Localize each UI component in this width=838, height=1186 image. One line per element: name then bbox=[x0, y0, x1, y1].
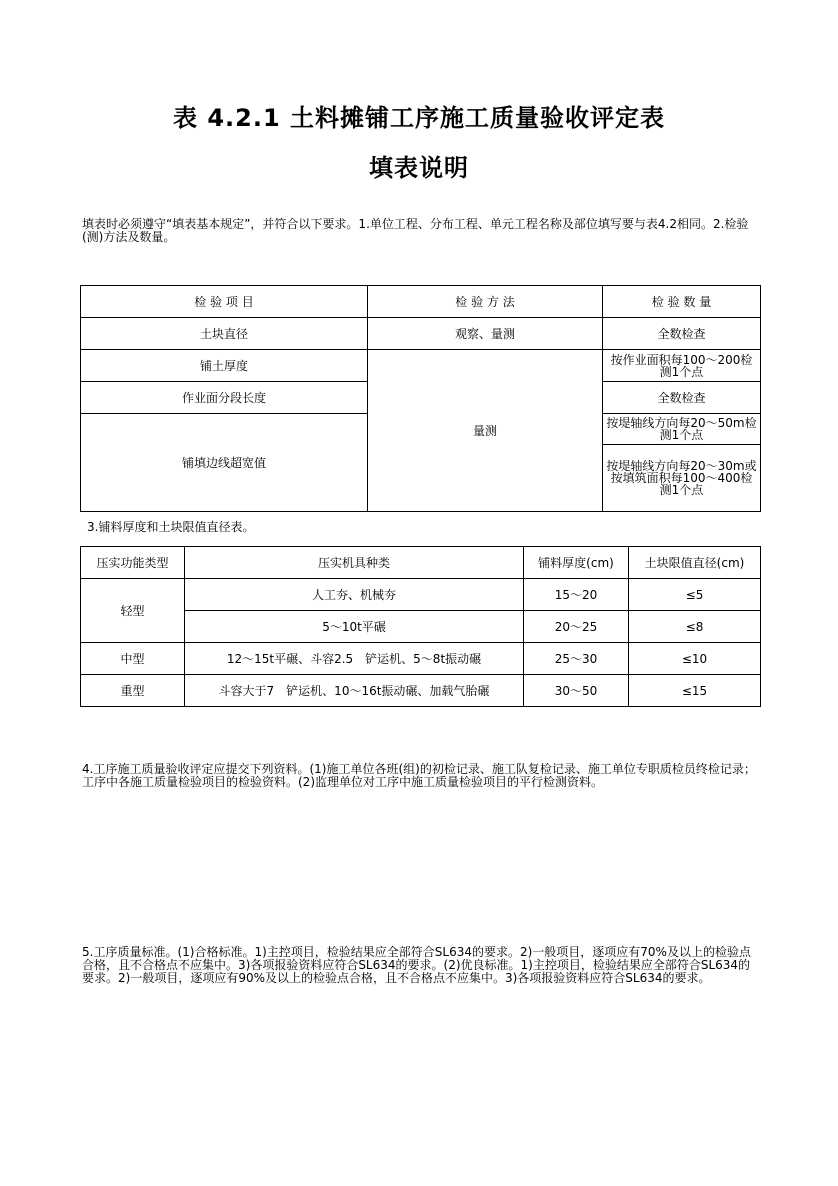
quality-standard-5: 5.工序质量标准。(1)合格标准。1)主控项目，检验结果应全部符合SL634的要求。2)一般项目，逐项应有70%及以上的检验点合格，且不合格点不应集中。3)各项报验资料应符合SL634的要求。(2)优良标准。1)主控项目，检验结果应全部符合SL634的要求。2)一般项目，逐项应有90%及以上的检验点合格，且不合格点不应集中。3)各项报验资料应符合SL634的要求。 bbox=[82, 945, 751, 985]
table-row bbox=[81, 579, 761, 611]
requirement-4: 4.工序施工质量验收评定应提交下列资料。(1)施工单位各班(组)的初检记录、施工队复检记录、施工单位专职质检员终检记录；工序中各施工质量检验项目的检验资料。(2)监理单位对工序中施工质量检验项目的平行检测资料。 bbox=[82, 762, 756, 789]
limit-diameter-table bbox=[80, 546, 761, 707]
type-cell: 重型 bbox=[81, 675, 185, 707]
item-cell: 铺填边线超宽值 bbox=[81, 414, 368, 512]
machine-cell: 12～15t平碾、斗容2.5 铲运机、5～8t振动碾 bbox=[185, 643, 524, 675]
diameter-cell: ≤8 bbox=[629, 611, 761, 643]
page-title: 表 4.2.1 土料摊铺工序施工质量验收评定表 bbox=[172, 104, 666, 132]
table-header-row bbox=[81, 286, 761, 318]
header-cell: 压实机具种类 bbox=[185, 547, 524, 579]
intro-paragraph: 填表时必须遵守“填表基本规定”，并符合以下要求。1.单位工程、分布工程、单元工程名称及部位填写要与表4.2相同。2.检验(测)方法及数量。 bbox=[82, 217, 749, 244]
item-cell: 作业面分段长度 bbox=[81, 382, 368, 414]
thickness-cell: 15～20 bbox=[524, 579, 629, 611]
header-cell: 检 验 数 量 bbox=[603, 286, 761, 318]
table-row bbox=[81, 350, 761, 382]
header-cell: 检 验 项 目 bbox=[81, 286, 368, 318]
header-cell: 检 验 方 法 bbox=[368, 286, 603, 318]
quantity-cell: 按堤轴线方向每20～50m检测1个点 bbox=[603, 414, 761, 445]
table-header-row bbox=[81, 547, 761, 579]
shared-method-cell: 量测 bbox=[368, 350, 603, 512]
type-cell: 轻型 bbox=[81, 579, 185, 643]
diameter-cell: ≤10 bbox=[629, 643, 761, 675]
header-cell: 土块限值直径(cm) bbox=[629, 547, 761, 579]
thickness-cell: 20～25 bbox=[524, 611, 629, 643]
diameter-cell: ≤5 bbox=[629, 579, 761, 611]
page-subtitle: 填表说明 bbox=[369, 154, 469, 182]
quantity-cell: 全数检查 bbox=[603, 318, 761, 350]
header-cell: 压实功能类型 bbox=[81, 547, 185, 579]
item-cell: 土块直径 bbox=[81, 318, 368, 350]
method-cell: 观察、量测 bbox=[368, 318, 603, 350]
header-cell: 铺料厚度(cm) bbox=[524, 547, 629, 579]
diameter-cell: ≤15 bbox=[629, 675, 761, 707]
quantity-cell: 按作业面积每100～200检测1个点 bbox=[603, 350, 761, 382]
machine-cell: 人工夯、机械夯 bbox=[185, 579, 524, 611]
quantity-cell: 全数检查 bbox=[603, 382, 761, 414]
note-3: 3.铺料厚度和土块限值直径表。 bbox=[87, 520, 255, 534]
table-row bbox=[81, 643, 761, 675]
quantity-cell: 按堤轴线方向每20～30m或按填筑面积每100～400检测1个点 bbox=[603, 445, 761, 512]
inspection-table bbox=[80, 285, 761, 512]
machine-cell: 斗容大于7 铲运机、10～16t振动碾、加载气胎碾 bbox=[185, 675, 524, 707]
item-cell: 铺土厚度 bbox=[81, 350, 368, 382]
machine-cell: 5～10t平碾 bbox=[185, 611, 524, 643]
table-row bbox=[81, 318, 761, 350]
thickness-cell: 30～50 bbox=[524, 675, 629, 707]
table-row bbox=[81, 675, 761, 707]
thickness-cell: 25～30 bbox=[524, 643, 629, 675]
type-cell: 中型 bbox=[81, 643, 185, 675]
